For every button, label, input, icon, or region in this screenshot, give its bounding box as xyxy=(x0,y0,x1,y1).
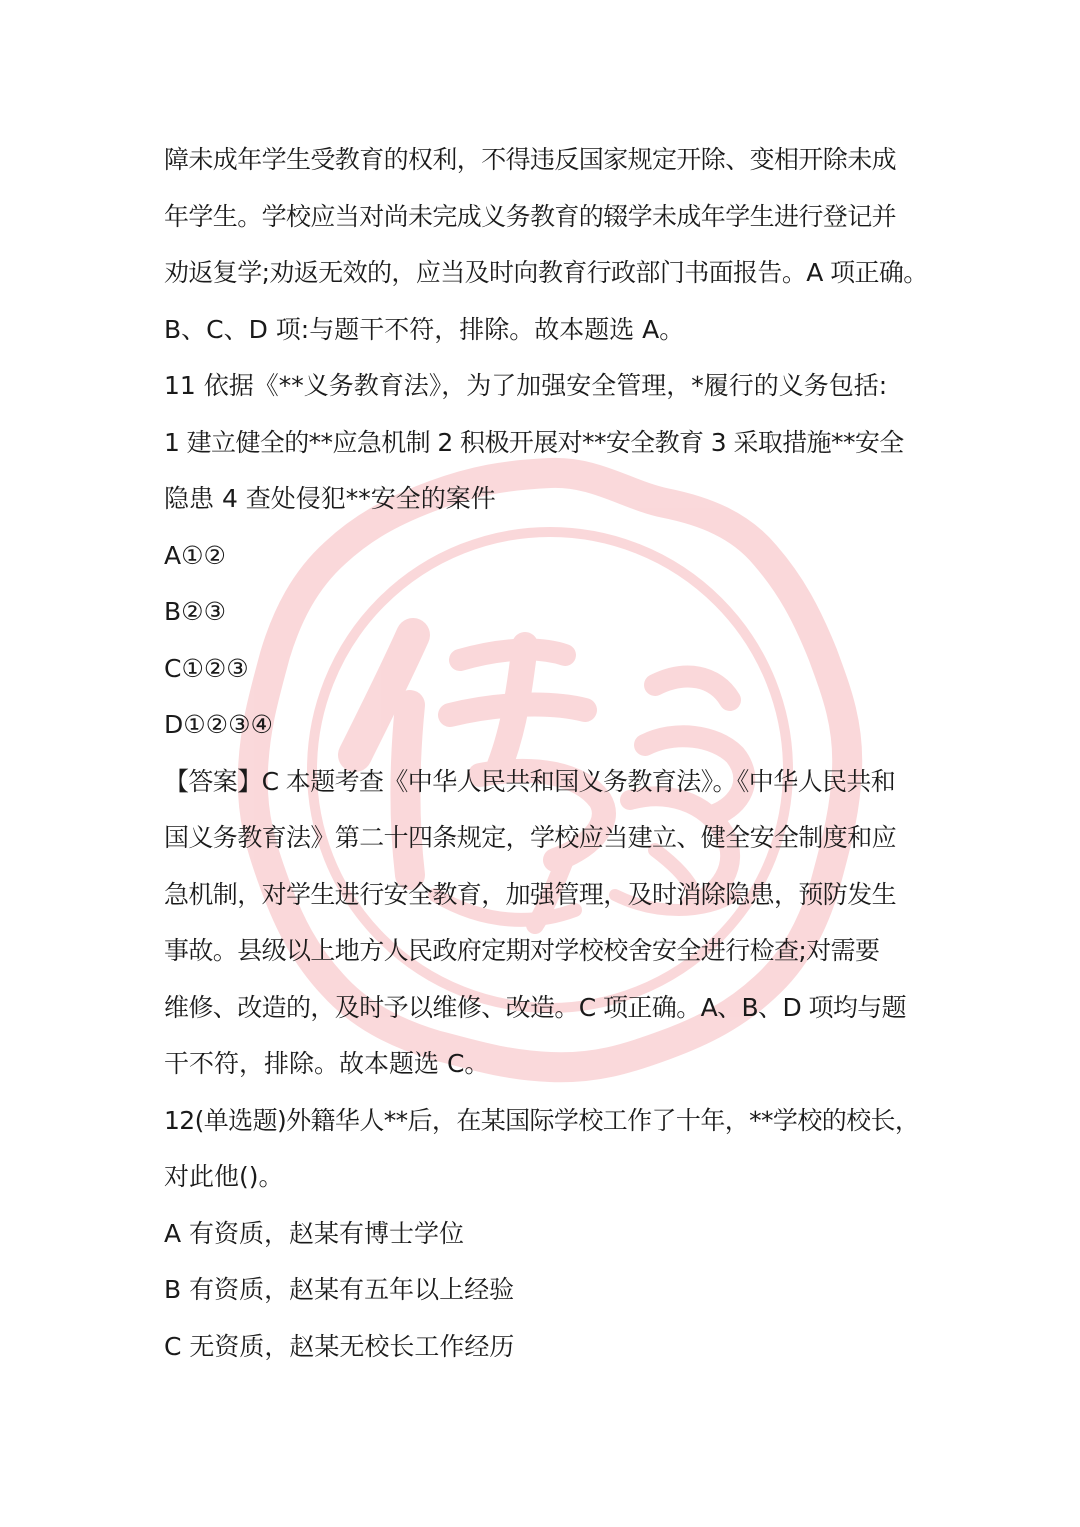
question-11-option-a: A①② xyxy=(164,540,226,570)
answer-line: 急机制，对学生进行安全教育，加强管理，及时消除隐患，预防发生 xyxy=(164,879,897,909)
answer-line: 干不符，排除。故本题选 C。 xyxy=(164,1049,490,1078)
question-12-stem: 12(单选题)外籍华人**后，在某国际学校工作了十年，**学校的校长， xyxy=(164,1105,920,1135)
text-line: 障未成年学生受教育的权利，不得违反国家规定开除、变相开除未成 xyxy=(164,145,897,174)
text-line: 劝返复学;劝返无效的，应当及时向教育行政部门书面报告。A 项正确。 xyxy=(164,258,928,287)
question-12-option-c: C 无资质，赵某无校长工作经历 xyxy=(164,1331,515,1361)
question-11-statements-cont: 隐患 4 查处侵犯**安全的案件 xyxy=(164,484,496,513)
text-line: B、C、D 项:与题干不符，排除。故本题选 A。 xyxy=(164,314,685,344)
question-12-option-a: A 有资质，赵某有博士学位 xyxy=(164,1218,465,1248)
question-12-option-b: B 有资质，赵某有五年以上经验 xyxy=(164,1275,515,1304)
question-11-statements: 1 建立健全的**应急机制 2 积极开展对**安全教育 3 采取措施**安全 xyxy=(164,427,904,457)
question-11-stem: 11 依据《**义务教育法》，为了加强安全管理，*履行的义务包括: xyxy=(164,371,888,400)
question-11-option-c: C①②③ xyxy=(164,653,249,683)
answer-line: 事故。县级以上地方人民政府定期对学校校舍安全进行检查;对需要 xyxy=(164,936,880,965)
answer-line: 维修、改造的，及时予以维修、改造。C 项正确。A、B、D 项均与题 xyxy=(164,992,907,1022)
answer-line: 国义务教育法》第二十四条规定，学校应当建立、健全安全制度和应 xyxy=(164,823,897,852)
text-line: 年学生。学校应当对尚未完成义务教育的辍学未成年学生进行登记并 xyxy=(164,201,897,231)
answer-line: 【答案】C 本题考查《中华人民共和国义务教育法》。《中华人民共和 xyxy=(164,766,896,796)
question-11-option-b: B②③ xyxy=(164,597,226,626)
document-body xyxy=(164,132,928,1375)
question-11-option-d: D①②③④ xyxy=(164,710,273,739)
question-12-stem-cont: 对此他()。 xyxy=(164,1162,284,1191)
